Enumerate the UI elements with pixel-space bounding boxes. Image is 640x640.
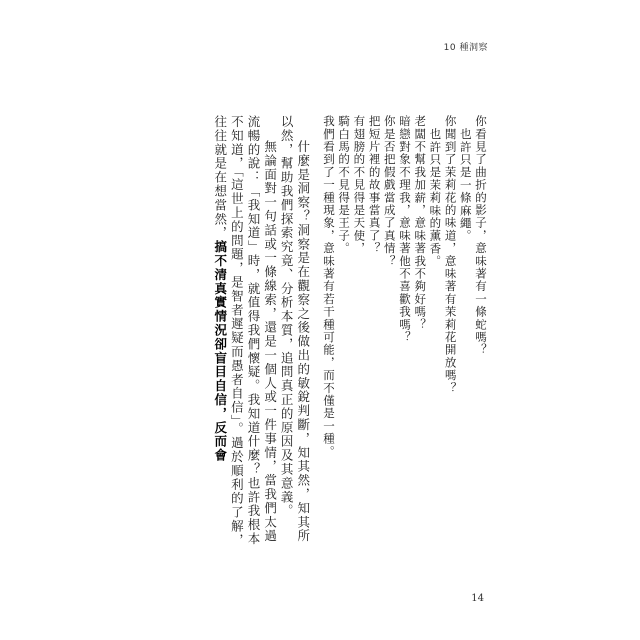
poem-line: 我們看到了一種現象，意味著有若干種可能，而不僅是一種。 [321,115,336,458]
running-head: 10 種洞察 [443,43,488,53]
poem-block [321,115,488,555]
prose-block [211,115,311,555]
paragraph-text: 無論面對一句話或一條線索，還是一個人或一件事情，當我們太過流暢的說：「我知道」時，就值得我們懷疑。我知道什麼？也許我根本不知道，「這世上的問題，是智者遲疑而愚者自信」。過於順利的了解，往往就是在想當然， [212,115,278,548]
page-number: 14 [471,593,484,604]
poem-line: 把短片裡的故事當真了？ [367,115,382,255]
poem-line: 老闆不幫我加薪，意味著我不夠好嗎？ [413,115,428,331]
poem-line: 有翅膀的不見得是天使， [352,115,367,255]
poem-line: 你是否把假戲當成了真情？ [382,115,397,268]
paragraph: 什麼是洞察？洞察是在觀察之後做出的敏銳判斷，知其然，知其所以然，幫助我們探索究竟、分析本質，追問真正的原因及其意義。 [279,115,311,544]
poem-line: 你看見了曲折的影子，意味著有一條蛇嗎？ [474,115,488,357]
poem-line: 也許只是茉莉味的薰香。 [428,128,443,268]
emphasized-text: 搞不清真實情況卻盲目自信，反而會 [212,240,228,463]
section-gap [311,115,321,555]
poem-line: 也許只是一條麻繩。 [458,128,473,243]
poem-line: 你聞到了茉莉花的味道，意味著有茉莉花開放嗎？ [443,115,458,395]
poem-line: 暗戀對象不理我，意味著他不喜歡我嗎？ [397,115,412,344]
paragraph [211,115,277,555]
page-body [211,115,488,555]
poem-line: 騎白馬的不見得是王子。 [337,115,352,255]
